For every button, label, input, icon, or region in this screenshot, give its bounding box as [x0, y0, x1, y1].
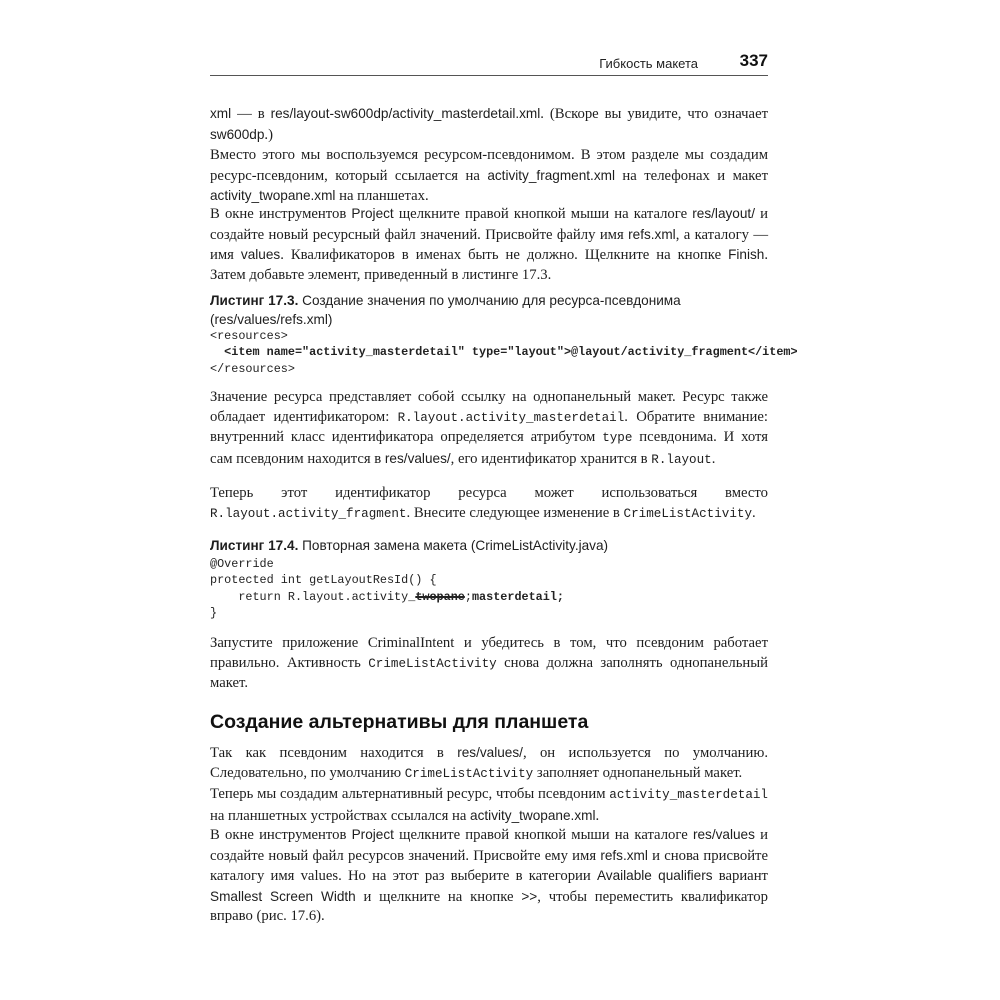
text-run: щелкните правой кнопкой мыши на каталоге: [393, 206, 693, 222]
text-run: и щелкните на кнопке: [355, 888, 522, 905]
code-block: [210, 328, 798, 377]
inline-code: type: [602, 431, 633, 445]
header-rule: [210, 75, 768, 76]
text-run: псевдонима. И хотя сам псевдоним находится в: [210, 429, 768, 467]
text-run: на планшетах.: [335, 188, 429, 204]
code-block: [210, 556, 768, 621]
ui-term: res/values: [692, 827, 755, 842]
running-header: [210, 50, 768, 80]
code-text: }: [210, 605, 218, 620]
paragraph-4: [210, 388, 768, 470]
listing-title: Создание значения по умолчанию для ресурса-псевдонима (res/values/refs.xml): [210, 293, 681, 327]
listing-17-4-code: [210, 556, 768, 621]
text-run: .): [264, 126, 273, 143]
ui-term: res/values/: [457, 745, 523, 760]
text-run: . Затем добавьте элемент, приведенный в листинге 17.3.: [210, 247, 768, 283]
text-run: — в: [231, 106, 271, 122]
paragraph-9: [210, 825, 768, 927]
text-run: на планшетных устройствах ссылался на: [210, 807, 471, 824]
ui-term: activity_fragment.xml: [487, 167, 615, 183]
inline-code: CrimeListActivity: [404, 766, 534, 781]
text-run: заполняет однопанельный макет.: [533, 764, 743, 781]
ui-term: Finish: [728, 247, 765, 262]
text-run: , а каталогу — имя: [210, 226, 769, 263]
code-line: [210, 361, 768, 377]
text-run: , его идентификатор хранится в: [450, 450, 652, 467]
inline-code: R.layout: [651, 452, 712, 467]
paragraph-5: [210, 484, 768, 524]
text-run: Запустите приложение CriminalIntent и убедитесь в том, что псевдоним работает правильно. Активность: [210, 635, 768, 671]
ui-term: refs.xml: [600, 847, 648, 863]
page-number: 337: [739, 51, 768, 70]
inline-code: R.layout.activity_fragment: [210, 506, 407, 521]
text-run: щелкните правой кнопкой мыши на каталоге: [393, 827, 693, 843]
code-text: return R.layout.activity_: [210, 589, 416, 604]
ui-term: activity_twopane.xml: [210, 188, 336, 203]
text-run: и снова присвойте каталогу имя values. Но на этот раз выберите в категории: [210, 847, 768, 884]
text-run: В окне инструментов: [210, 206, 352, 222]
ui-term: Project: [351, 827, 394, 842]
text-run: В окне инструментов: [210, 827, 352, 843]
text-run: . Квалификаторов в именах быть не должно. Щелкните на кнопке: [280, 247, 729, 263]
text-run: Теперь мы создадим альтернативный ресурс, чтобы псевдоним: [210, 786, 610, 802]
section-heading: Создание альтернативы для планшета: [210, 711, 589, 733]
text-run: вариант: [712, 868, 768, 884]
listing-17-3-code: [210, 328, 798, 377]
text-run: .: [595, 807, 600, 824]
inline-code: CrimeListActivity: [623, 506, 753, 521]
ui-term: xml: [210, 106, 232, 121]
code-line: [210, 328, 768, 344]
code-line: [210, 572, 768, 588]
listing-title: Повторная замена макета (CrimeListActivity.java): [298, 538, 609, 553]
paragraph-1: [210, 104, 768, 145]
text-run: и создайте новый файл ресурсов значений. Присвойте ему имя: [210, 827, 768, 864]
paragraph-8: [210, 785, 768, 826]
ui-term: Available qualifiers: [596, 868, 713, 883]
text-run: , он используется по умолчанию. Следовательно, по умолчанию: [210, 745, 768, 781]
code-text: @Override: [210, 557, 274, 571]
deleted-code: twopane: [415, 589, 465, 604]
text-run: и создайте новый ресурсный файл значений. Присвойте файлу имя: [210, 206, 768, 243]
text-run: Теперь этот идентификатор ресурса может использоваться вместо: [210, 485, 768, 501]
ui-term: res/layout-sw600dp/activity_masterdetail.xml: [270, 106, 541, 121]
code-line: [210, 589, 768, 605]
ui-term: activity_twopane.xml: [470, 807, 596, 823]
code-text: protected int getLayoutResId() {: [210, 573, 437, 588]
inline-code: R.layout.activity_masterdetail: [397, 410, 625, 425]
text-run: снова должна заполнять однопанельный макет.: [210, 654, 768, 691]
text-run: Так как псевдоним находится в: [210, 745, 458, 761]
ui-term: refs.xml: [628, 226, 676, 242]
text-run: . (Вскоре вы увидите, что означает: [540, 106, 769, 122]
text-run: . Внесите следующее изменение в: [406, 504, 624, 521]
code-line: [210, 605, 768, 621]
paragraph-7: [210, 743, 768, 784]
text-run: .: [752, 504, 756, 521]
text-run: Вместо этого мы воспользуемся ресурсом-псевдонимом. В этом разделе мы создадим ресурс-псевдоним, который ссылается на: [210, 147, 768, 184]
code-text: ;: [464, 589, 472, 604]
code-text: <resources>: [210, 329, 288, 343]
text-run: . Обратите внимание: внутренний класс идентификатора определяется атрибутом: [210, 408, 768, 445]
paragraph-6: [210, 634, 768, 694]
text-run: .: [711, 450, 716, 467]
ui-term: res/values/: [384, 450, 451, 466]
inline-code: CrimeListActivity: [368, 656, 497, 671]
paragraph-2: [210, 146, 768, 207]
text-run: Значение ресурса представляет собой ссылку на однопанельный макет. Ресурс также обладает идентификатором:: [210, 389, 768, 425]
ui-term: Smallest Screen Width: [210, 888, 356, 904]
added-code: masterdetail;: [471, 589, 564, 604]
ui-term: Project: [351, 206, 394, 221]
code-text: </resources>: [210, 361, 295, 376]
ui-term: res/layout/: [692, 206, 755, 221]
ui-term: >>: [521, 888, 538, 904]
section-title: Гибкость макета: [599, 56, 698, 71]
text-run: , чтобы переместить квалификатор вправо (рис. 17.6).: [210, 888, 768, 924]
ui-term: sw600dp: [210, 126, 265, 142]
added-code: <item name="activity_masterdetail" type="layout">@layout/activity_fragment</item>: [210, 345, 798, 360]
ui-term: values: [240, 247, 281, 262]
text-run: на телефонах и макет: [614, 167, 768, 184]
paragraph-3: [210, 204, 768, 285]
listing-label: Листинг 17.4.: [210, 538, 299, 553]
code-line: [210, 344, 798, 360]
listing-17-4-caption: [210, 536, 768, 555]
listing-17-3-caption: [210, 291, 768, 329]
listing-label: Листинг 17.3.: [210, 293, 299, 308]
inline-code: activity_masterdetail: [609, 788, 768, 802]
code-line: [210, 556, 768, 572]
